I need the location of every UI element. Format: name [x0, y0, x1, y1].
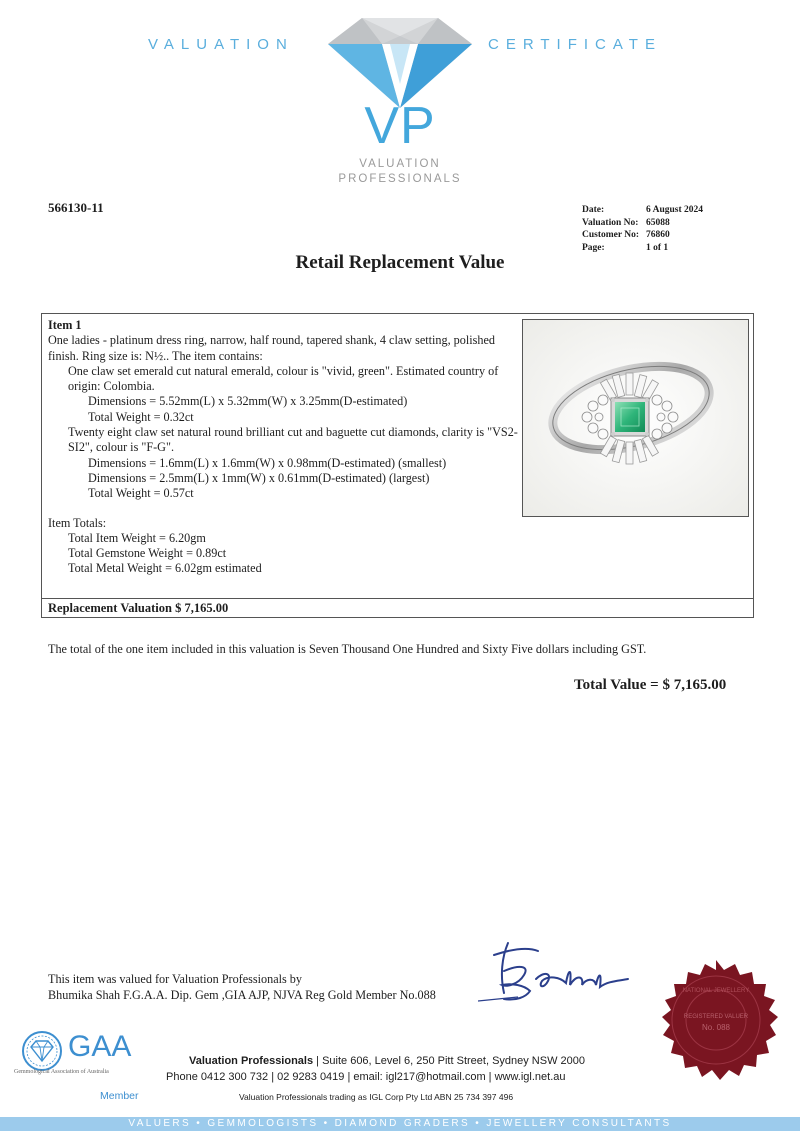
seal-mid-text: REGISTERED VALUER [683, 1014, 749, 1020]
valuer-line1: This item was valued for Valuation Professionals by [48, 972, 302, 986]
item-intro: One ladies - platinum dress ring, narrow, half round, tapered shank, 4 claw setting, polished finish. Ring size is: N½.. The item contains: [48, 333, 495, 363]
header-certificate-word: CERTIFICATE [488, 36, 662, 53]
emerald-weight: Total Weight = 0.32ct [88, 409, 194, 424]
valuer-line2: Bhumika Shah F.G.A.A. Dip. Gem ,GIA AJP, NJVA Reg Gold Member No.088 [48, 988, 436, 1002]
replacement-valuation: Replacement Valuation $ 7,165.00 [48, 601, 229, 615]
registered-valuer-seal-icon [648, 958, 784, 1090]
diamond-weight: Total Weight = 0.57ct [88, 486, 194, 501]
meta-label: Valuation No: [582, 217, 639, 228]
ring-image-icon [523, 320, 748, 516]
item-box-divider [41, 598, 754, 599]
gaa-name: GAA [68, 1030, 132, 1063]
footer-trading: Valuation Professionals trading as IGL Corp Pty Ltd ABN 25 734 397 496 [239, 1092, 514, 1102]
footer-address [189, 1055, 585, 1067]
diamonds-description: Twenty eight claw set natural round brilliant cut and baguette cut diamonds, clarity is "VS2-SI2", colour is "F-G". [68, 425, 518, 455]
meta-row-valuation-no [582, 217, 703, 230]
valuation-statement: The total of the one item included in this valuation is Seven Thousand One Hundred and Sixty Five dollars including GST. [48, 642, 647, 656]
meta-value: 65088 [646, 217, 670, 228]
total-gemstone-weight: Total Gemstone Weight = 0.89ct [68, 546, 227, 561]
diamond-logo-icon [310, 14, 490, 110]
item-totals-heading: Item Totals: [48, 515, 107, 530]
valuer-block [48, 971, 436, 1003]
meta-value: 1 of 1 [646, 242, 669, 253]
item-heading: Item 1 [48, 318, 82, 332]
diamond-dimensions-largest: Dimensions = 2.5mm(L) x 1mm(W) x 0.61mm(D-estimated) (largest) [88, 470, 430, 485]
logo-initials: VP [364, 97, 436, 155]
total-metal-weight: Total Metal Weight = 6.02gm estimated [68, 561, 262, 576]
ring-photo [522, 319, 749, 517]
gaa-member-label: Member [100, 1090, 139, 1102]
diamond-dimensions-smallest: Dimensions = 1.6mm(L) x 1.6mm(W) x 0.98mm(D-estimated) (smallest) [88, 455, 447, 470]
gaa-full-name: Gemmological Association of Australia [14, 1069, 109, 1075]
footer-band-text: VALUERS • GEMMOLOGISTS • DIAMOND GRADERS • JEWELLERY CONSULTANTS [128, 1118, 672, 1129]
certificate-reference: 566130-11 [48, 200, 104, 215]
signature-icon [478, 935, 648, 1015]
meta-label: Page: [582, 242, 605, 253]
footer-address-text: | Suite 606, Level 6, 250 Pitt Street, Sydney NSW 2000 [316, 1055, 586, 1067]
seal-number: No. 088 [701, 1023, 731, 1032]
logo-subtitle-line1: VALUATION [359, 158, 441, 170]
meta-label: Date: [582, 205, 605, 215]
certificate-meta [582, 204, 703, 254]
page-title: Retail Replacement Value [295, 252, 505, 273]
gaa-logo-icon [18, 1029, 66, 1073]
total-item-weight: Total Item Weight = 6.20gm [68, 530, 206, 545]
meta-row-date [582, 204, 703, 217]
footer-company: Valuation Professionals [189, 1055, 314, 1067]
total-value: Total Value = $ 7,165.00 [574, 677, 727, 693]
meta-row-customer-no [582, 229, 703, 242]
emerald-description: One claw set emerald cut natural emerald, colour is "vivid, green". Estimated country of origin: Colombia. [68, 363, 499, 394]
emerald-dimensions: Dimensions = 5.52mm(L) x 5.32mm(W) x 3.25mm(D-estimated) [88, 394, 408, 409]
meta-label: Customer No: [582, 230, 640, 240]
meta-value: 6 August 2024 [646, 205, 704, 215]
meta-value: 76860 [646, 230, 670, 240]
footer-contacts: Phone 0412 300 732 | 02 9283 0419 | email: igl217@hotmail.com | www.igl.net.au [166, 1071, 566, 1083]
item-description [48, 318, 518, 577]
seal-top-text: NATIONAL JEWELLERY [682, 988, 750, 994]
header-valuation-word: VALUATION [148, 36, 294, 53]
logo-subtitle-line2: PROFESSIONALS [338, 173, 462, 185]
